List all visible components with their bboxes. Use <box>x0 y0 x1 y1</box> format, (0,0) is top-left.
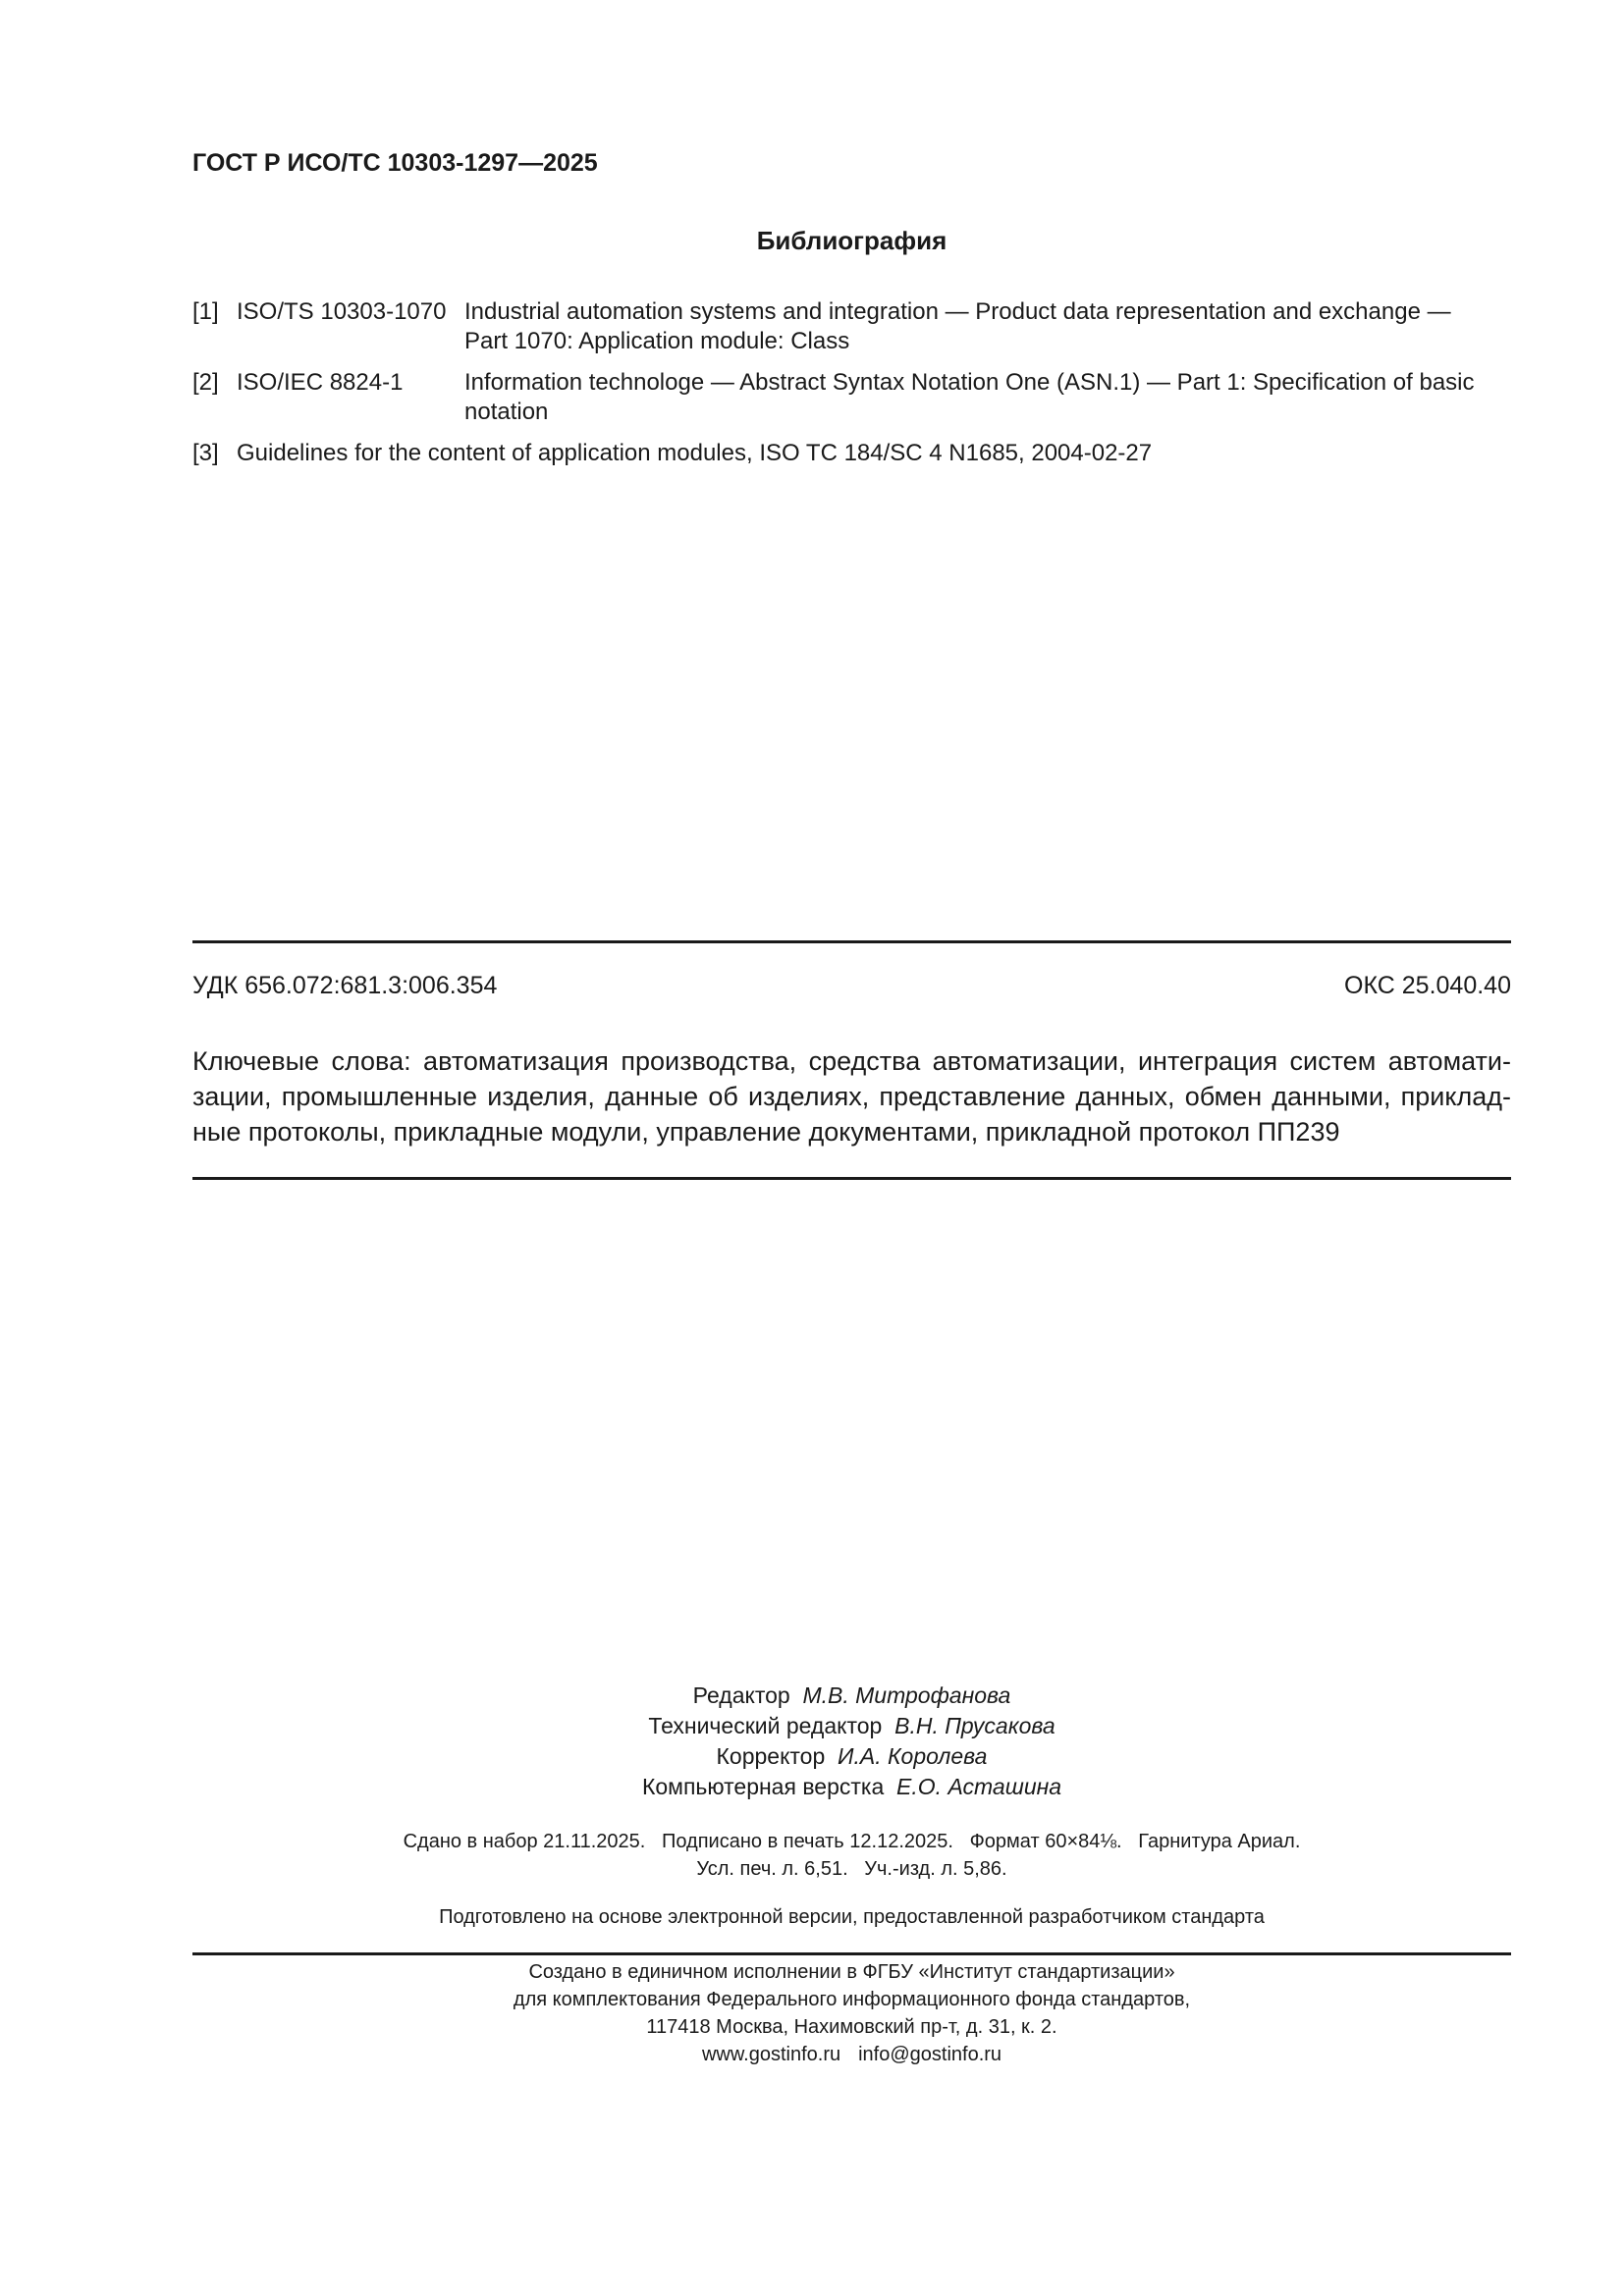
prepared-note: Подготовлено на основе электронной версии, предоставленной разработчиком стандарта <box>439 1906 1265 1928</box>
credit-role: Редактор <box>692 1682 790 1708</box>
credits-block <box>192 1681 1511 1802</box>
classification-row <box>192 972 1511 1000</box>
credit-tech-editor <box>192 1711 1511 1741</box>
print-info-line: Усл. печ. л. 6,51. Уч.-изд. л. 5,86. <box>696 1858 1007 1880</box>
credit-name: И.А. Королева <box>838 1743 988 1769</box>
credit-layout <box>192 1772 1511 1802</box>
entry-text-line: Industrial automation systems and integration — Product data representation and exchange — <box>464 298 1451 325</box>
publisher-block <box>192 1958 1511 2068</box>
credit-role: Технический редактор <box>648 1713 883 1738</box>
publisher-line: для комплектования Федерального информационного фонда стандартов, <box>513 1989 1191 2010</box>
entry-text-line: Part 1070: Application module: Class <box>464 328 850 354</box>
udk-code: УДК 656.072:681.3:006.354 <box>192 972 498 999</box>
publisher-line: 117418 Москва, Нахимовский пр-т, д. 31, к. 2. <box>646 2016 1057 2038</box>
entry-reference: ISO/TS 10303-1070 <box>237 298 447 325</box>
credit-name: Е.О. Асташина <box>896 1774 1062 1799</box>
entry-reference: ISO/IEC 8824-1 <box>237 369 404 396</box>
entry-text-line: notation <box>464 399 549 425</box>
keywords-line: зации, промышленные изделия, данные об изделиях, представление данных, обмен данными, приклад- <box>192 1082 1511 1111</box>
entry-text-line: Information technologe — Abstract Syntax Notation One (ASN.1) — Part 1: Specification of basic <box>464 369 1475 396</box>
entry-text <box>464 297 1511 356</box>
credit-proofreader <box>192 1741 1511 1772</box>
bibliography-title: Библиография <box>756 226 947 255</box>
bibliography-list <box>192 297 1511 480</box>
keywords <box>192 1043 1511 1149</box>
divider-keywords <box>192 1177 1511 1180</box>
bibliography-entry <box>192 439 1511 468</box>
bibliography-entry <box>192 368 1511 427</box>
keywords-line: Ключевые слова: автоматизация производства, средства автоматизации, интеграция систем автомати- <box>192 1046 1511 1076</box>
entry-number: [2] <box>192 369 219 396</box>
credit-role: Корректор <box>716 1743 826 1769</box>
bibliography-entry <box>192 297 1511 356</box>
divider-top <box>192 940 1511 943</box>
website-link[interactable]: www.gostinfo.ru <box>701 2044 841 2065</box>
print-info <box>192 1828 1511 1883</box>
entry-text <box>464 368 1511 427</box>
print-info-line: Сдано в набор 21.11.2025. Подписано в печать 12.12.2025. Формат 60×84⅛. Гарнитура Ариал. <box>403 1831 1301 1852</box>
entry-number: [1] <box>192 298 219 325</box>
entry-number: [3] <box>192 440 219 466</box>
credit-editor <box>192 1681 1511 1711</box>
oks-code: ОКС 25.040.40 <box>1344 972 1511 999</box>
publisher-line: Создано в единичном исполнении в ФГБУ «Институт стандартизации» <box>528 1961 1175 1983</box>
credit-name: М.В. Митрофанова <box>802 1682 1011 1708</box>
publisher-contacts <box>192 2041 1511 2068</box>
divider-bottom <box>192 1952 1511 1955</box>
credit-role: Компьютерная верстка <box>641 1774 885 1799</box>
keywords-line: ные протоколы, прикладные модули, управление документами, прикладной протокол ПП239 <box>192 1117 1340 1147</box>
email-link[interactable]: info@gostinfo.ru <box>858 2044 1002 2065</box>
entry-text: Guidelines for the content of application modules, ISO TC 184/SC 4 N1685, 2004-02-27 <box>237 440 1153 466</box>
credit-name: В.Н. Прусакова <box>894 1713 1056 1738</box>
document-number: ГОСТ Р ИСО/ТС 10303-1297—2025 <box>192 149 598 177</box>
